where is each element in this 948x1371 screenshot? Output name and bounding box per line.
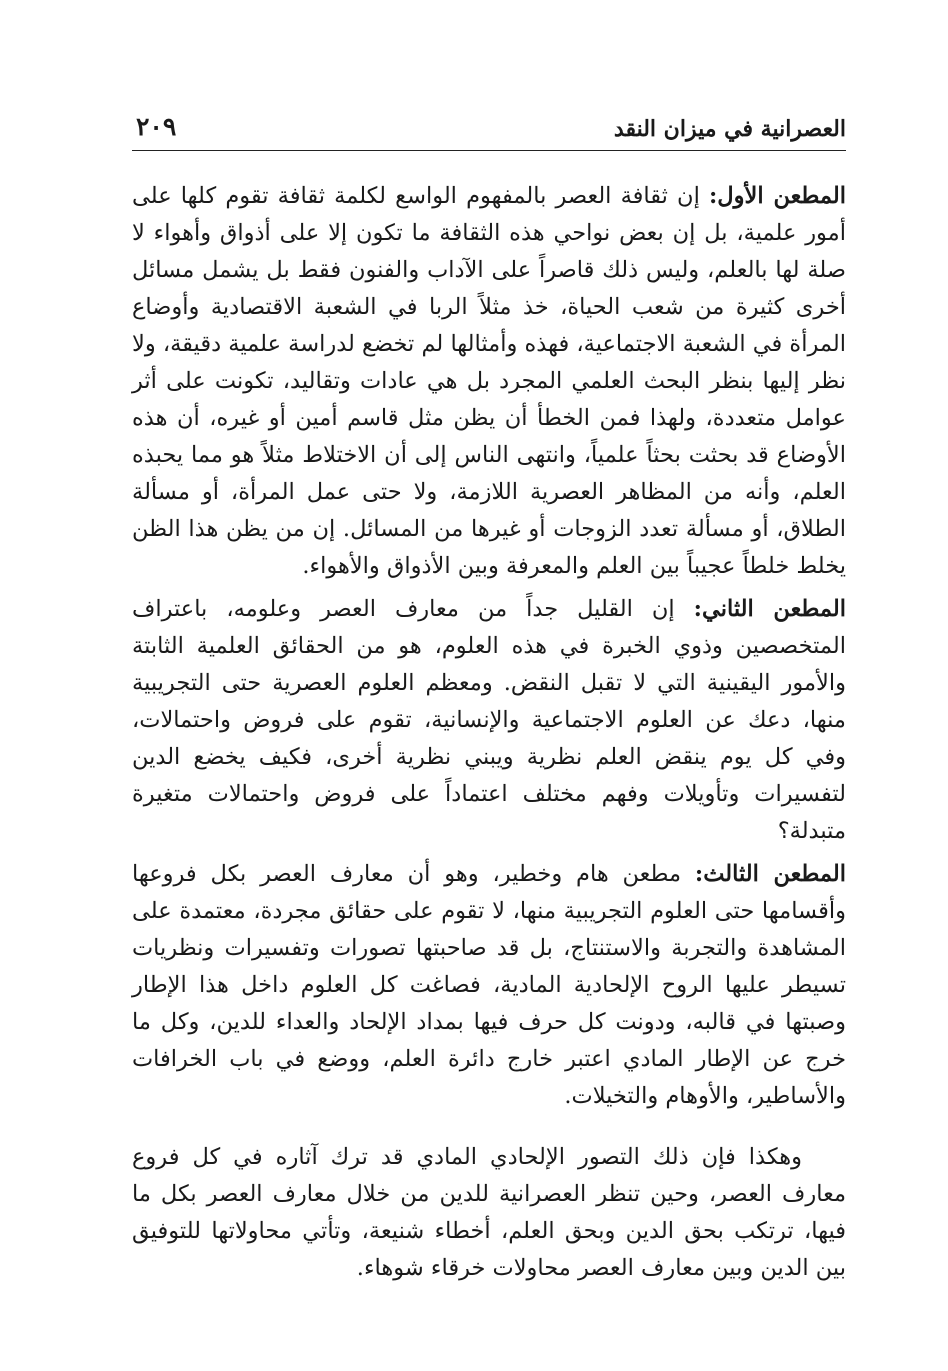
paragraph-text: إن ثقافة العصر بالمفهوم الواسع لكلمة ثقافة تقوم كلها على أمور علمية، بل إن بعض نواحي هذه الثقافة ما تكون إلا على أذواق وأهواء لا صلة لها بالعلم، وليس ذلك قاصراً على الآداب والفنون فقط بل يشمل مسائل أخرى كثيرة من شعب الحياة، خذ مثلاً الربا في الشعبة الاقتصادية وأوضاع المرأة في الشعبة الاجتماعية، فهذه وأمثالها لم تخضع لدراسة علمية دقيقة، ولا نظر إليها بنظر البحث العلمي المجرد بل هي عادات وتقاليد، تكونت على أثر عوامل متعددة، ولهذا فمن الخطأ أن يظن مثل قاسم أمين أو غيره، أن هذه الأوضاع قد بحثت بحثاً علمياً، وانتهى الناس إلى أن الاختلاط مثلاً هو مما يحبذه العلم، وأنه من المظاهر العصرية اللازمة، ولا حتى عمل المرأة، أو مسألة الطلاق، أو مسألة تعدد الزوجات أو غيرها من المسائل. إن من يظن هذا الظن يخلط خلطاً عجيباً بين العلم والمعرفة وبين الأذواق والأهواء. — [132, 183, 846, 579]
paragraph-text: وهكذا فإن ذلك التصور الإلحادي المادي قد ترك آثاره في كل فروع معارف العصر، وحين تنظر العصرانية للدين من خلال معارف العصر بكل ما فيها، ترتكب بحق الدين وبحق العلم، أخطاء شنيعة، وتأتي محاولاتها للتوفيق بين الدين وبين معارف العصر محاولات خرقاء شوهاء. — [132, 1144, 846, 1281]
paragraph-lead: المطعن الأول: — [709, 183, 846, 209]
body-text — [132, 178, 846, 1287]
paragraph-conclusion — [132, 1139, 846, 1287]
paragraph-lead: المطعن الثاني: — [693, 596, 846, 622]
paragraph-text: مطعن هام وخطير، وهو أن معارف العصر بكل فروعها وأقسامها حتى العلوم التجريبية منها، لا تقوم على حقائق مجردة، معتمدة على المشاهدة والتجربة والاستنتاج، بل قد صاحبتها تصورات وتفسيرات ونظريات تسيطر عليها الروح الإلحادية المادية، فصاغت كل العلوم داخل هذا الإطار وصبتها في قالبه، ودونت كل حرف فيها بمداد الإلحاد والعداء للدين، وكل ما خرج عن الإطار المادي اعتبر خارج دائرة العلم، ووضع في باب الخرافات والأساطير، والأوهام والتخيلات. — [132, 861, 846, 1109]
paragraph-lead: المطعن الثالث: — [694, 861, 846, 887]
paragraph-text: إن القليل جداً من معارف العصر وعلومه، باعتراف المتخصصين وذوي الخبرة في هذه العلوم، هو من الحقائق العلمية الثابتة والأمور اليقينية التي لا تقبل النقض. ومعظم العلوم العصرية حتى التجريبية منها، دعك عن العلوم الاجتماعية والإنسانية، تقوم على فروض واحتمالات، وفي كل يوم ينقض العلم نظرية ويبني نظرية أخرى، فكيف يخضع الدين لتفسيرات وتأويلات وفهم مختلف اعتماداً على فروض واحتمالات متغيرة متبدلة؟ — [132, 596, 846, 844]
page-number: ٢٠٩ — [136, 112, 177, 141]
paragraph-third-objection — [132, 856, 846, 1115]
running-header — [132, 110, 846, 151]
paragraph-second-objection — [132, 591, 846, 850]
paragraph-first-objection — [132, 178, 846, 585]
header-title: العصرانية في ميزان النقد — [613, 116, 846, 142]
